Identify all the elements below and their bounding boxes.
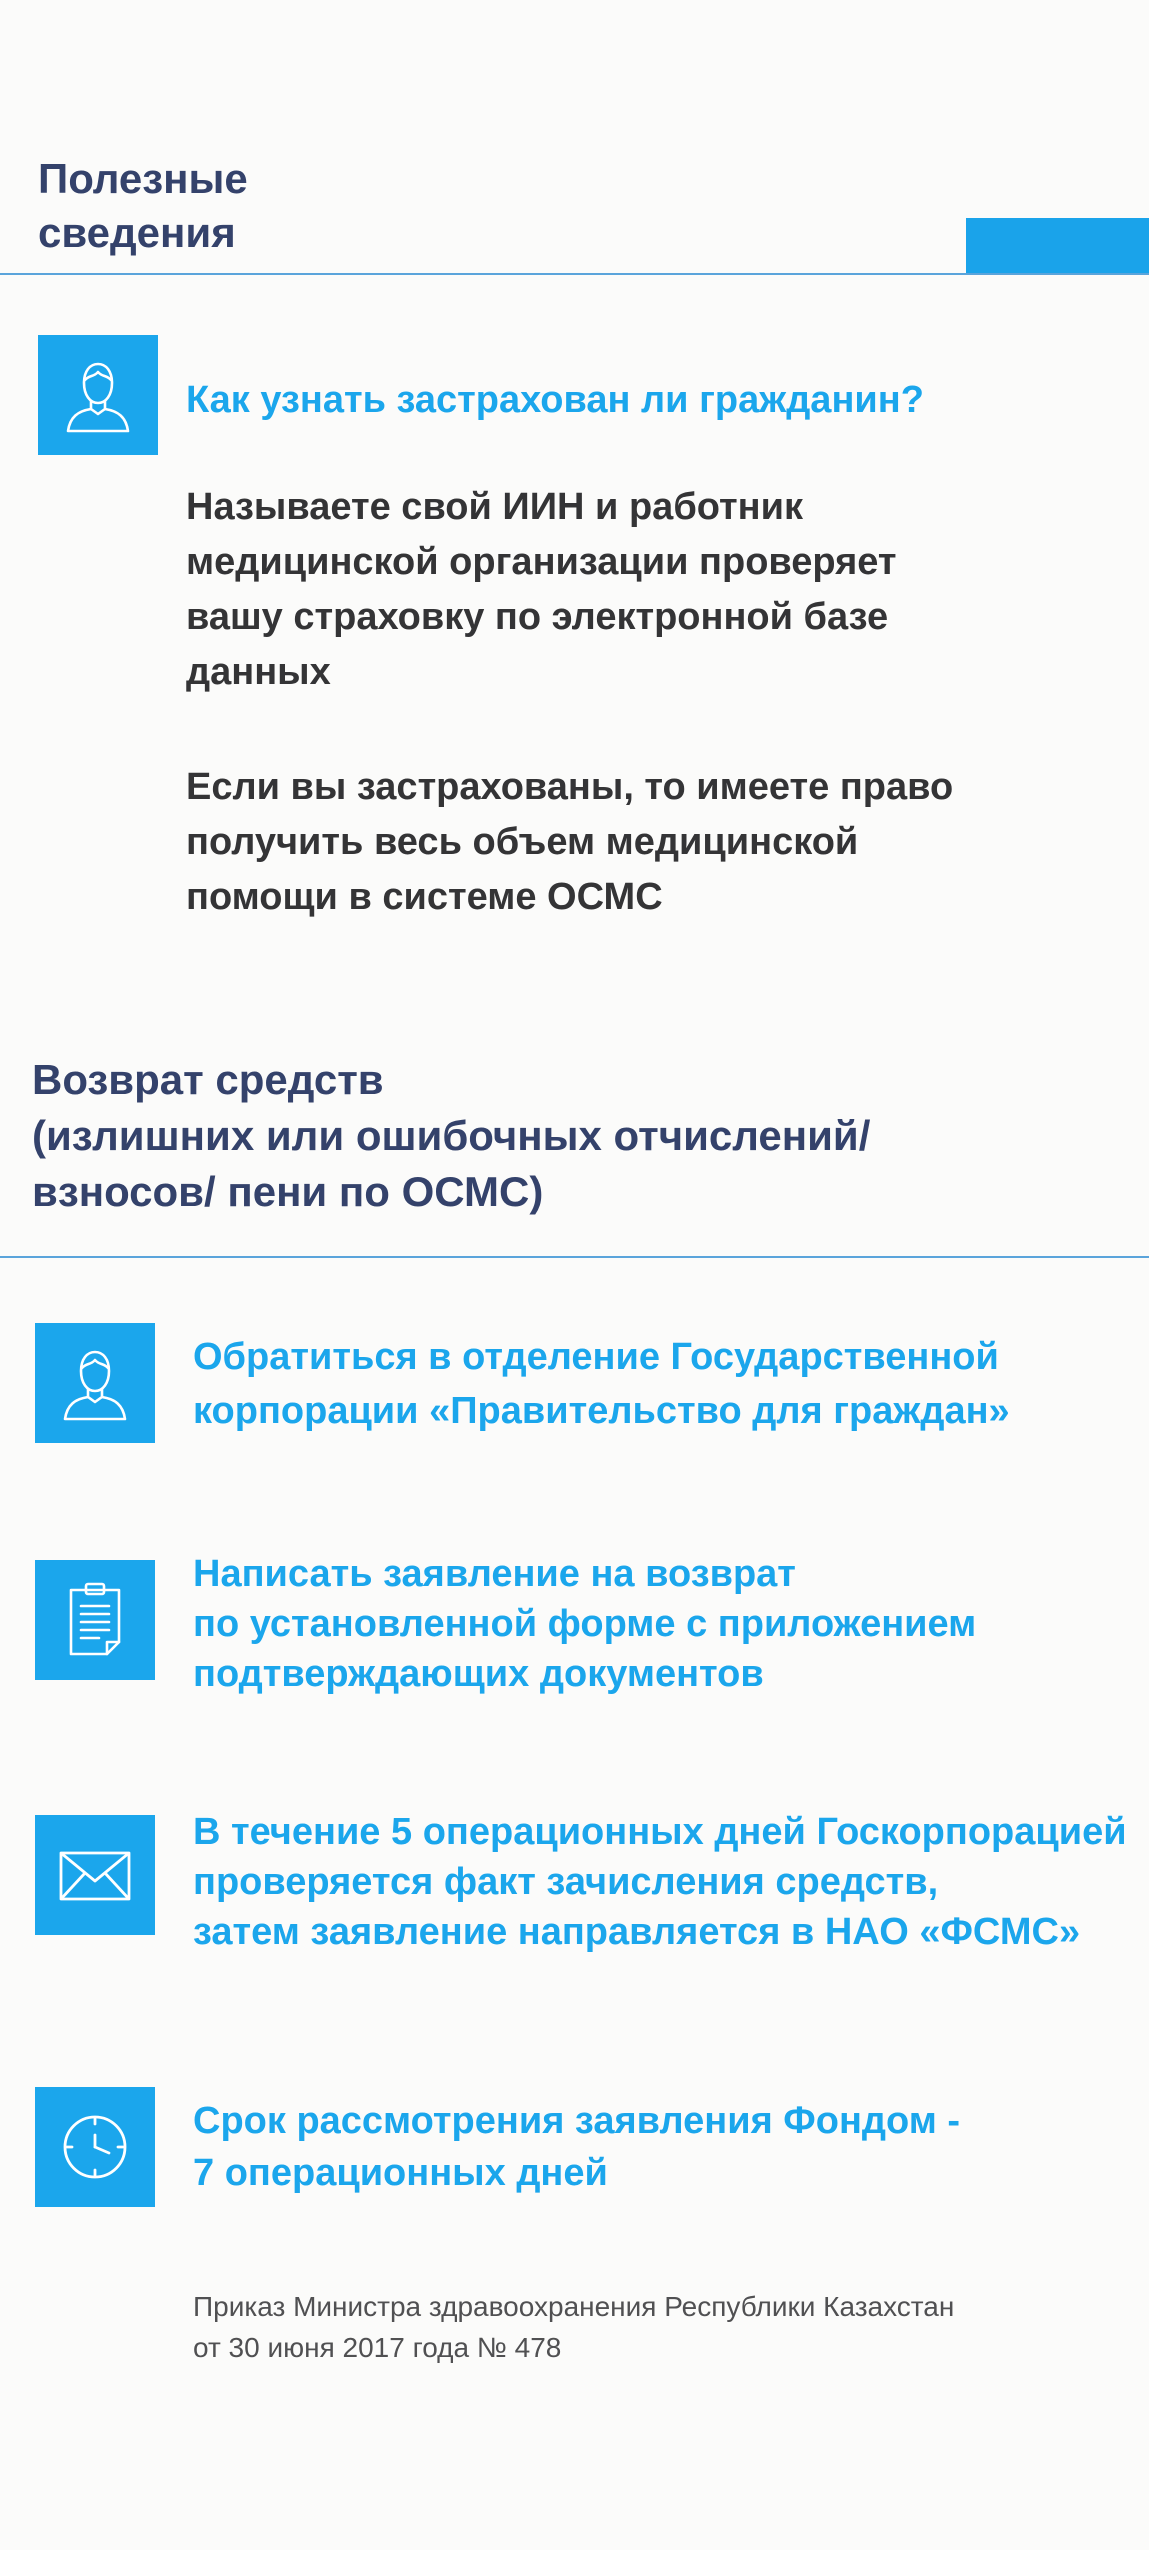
footnote-line: от 30 июня 2017 года № 478: [193, 2332, 562, 2363]
footnote: [193, 2286, 954, 2368]
person-icon-box: [35, 1323, 155, 1443]
step-text: [193, 1549, 976, 1699]
heading-line: (излишних или ошибочных отчислений/: [32, 1112, 871, 1159]
text-line: по установленной форме с приложением: [193, 1603, 977, 1645]
divider: [0, 1256, 1149, 1258]
text-line: Срок рассмотрения заявления Фондом -: [193, 2100, 961, 2142]
heading-line: Возврат средств: [32, 1056, 384, 1103]
person-icon-box: [38, 335, 158, 455]
section-refund-heading: [32, 1052, 870, 1220]
text-line: 7 операционных дней: [193, 2152, 608, 2194]
text-line: медицинской организации проверяет: [186, 541, 897, 583]
person-icon: [56, 353, 140, 437]
text-line: Если вы застрахованы, то имеете право: [186, 766, 954, 808]
text-line: Называете свой ИИН и работник: [186, 486, 803, 528]
text-line: получить весь объем медицинской: [186, 821, 859, 863]
clipboard-icon: [53, 1578, 137, 1662]
step-text: [193, 1807, 1127, 1957]
text-line: данных: [186, 651, 331, 693]
text-line: подтверждающих документов: [193, 1653, 764, 1695]
text-line: Написать заявление на возврат: [193, 1553, 796, 1595]
text-line: помощи в системе ОСМС: [186, 876, 663, 918]
clock-icon: [53, 2105, 137, 2189]
envelope-icon: [53, 1833, 137, 1917]
text-line: проверяется факт зачисления средств,: [193, 1861, 939, 1903]
envelope-icon-box: [35, 1815, 155, 1935]
answer-paragraph: [186, 480, 897, 700]
step-text: [193, 1330, 1010, 1438]
text-line: вашу страховку по электронной базе: [186, 596, 889, 638]
text-line: затем заявление направляется в НАО «ФСМС»: [193, 1911, 1081, 1953]
heading-line: Полезные: [38, 155, 248, 202]
clock-icon-box: [35, 2087, 155, 2207]
answer-paragraph: [186, 760, 953, 925]
text-line: Обратиться в отделение Государственной: [193, 1336, 999, 1378]
person-icon: [53, 1341, 137, 1425]
clipboard-icon-box: [35, 1560, 155, 1680]
divider: [0, 273, 1149, 275]
step-text: [193, 2095, 960, 2199]
heading-line: сведения: [38, 209, 236, 256]
section-useful-info-heading: [38, 152, 248, 260]
question-text: Как узнать застрахован ли гражданин?: [186, 379, 924, 421]
accent-bar: [966, 218, 1149, 274]
footnote-line: Приказ Министра здравоохранения Республики Казахстан: [193, 2291, 955, 2322]
text-line: корпорации «Правительство для граждан»: [193, 1390, 1010, 1432]
text-line: В течение 5 операционных дней Госкорпорацией: [193, 1811, 1127, 1853]
heading-line: взносов/ пени по ОСМС): [32, 1168, 544, 1215]
